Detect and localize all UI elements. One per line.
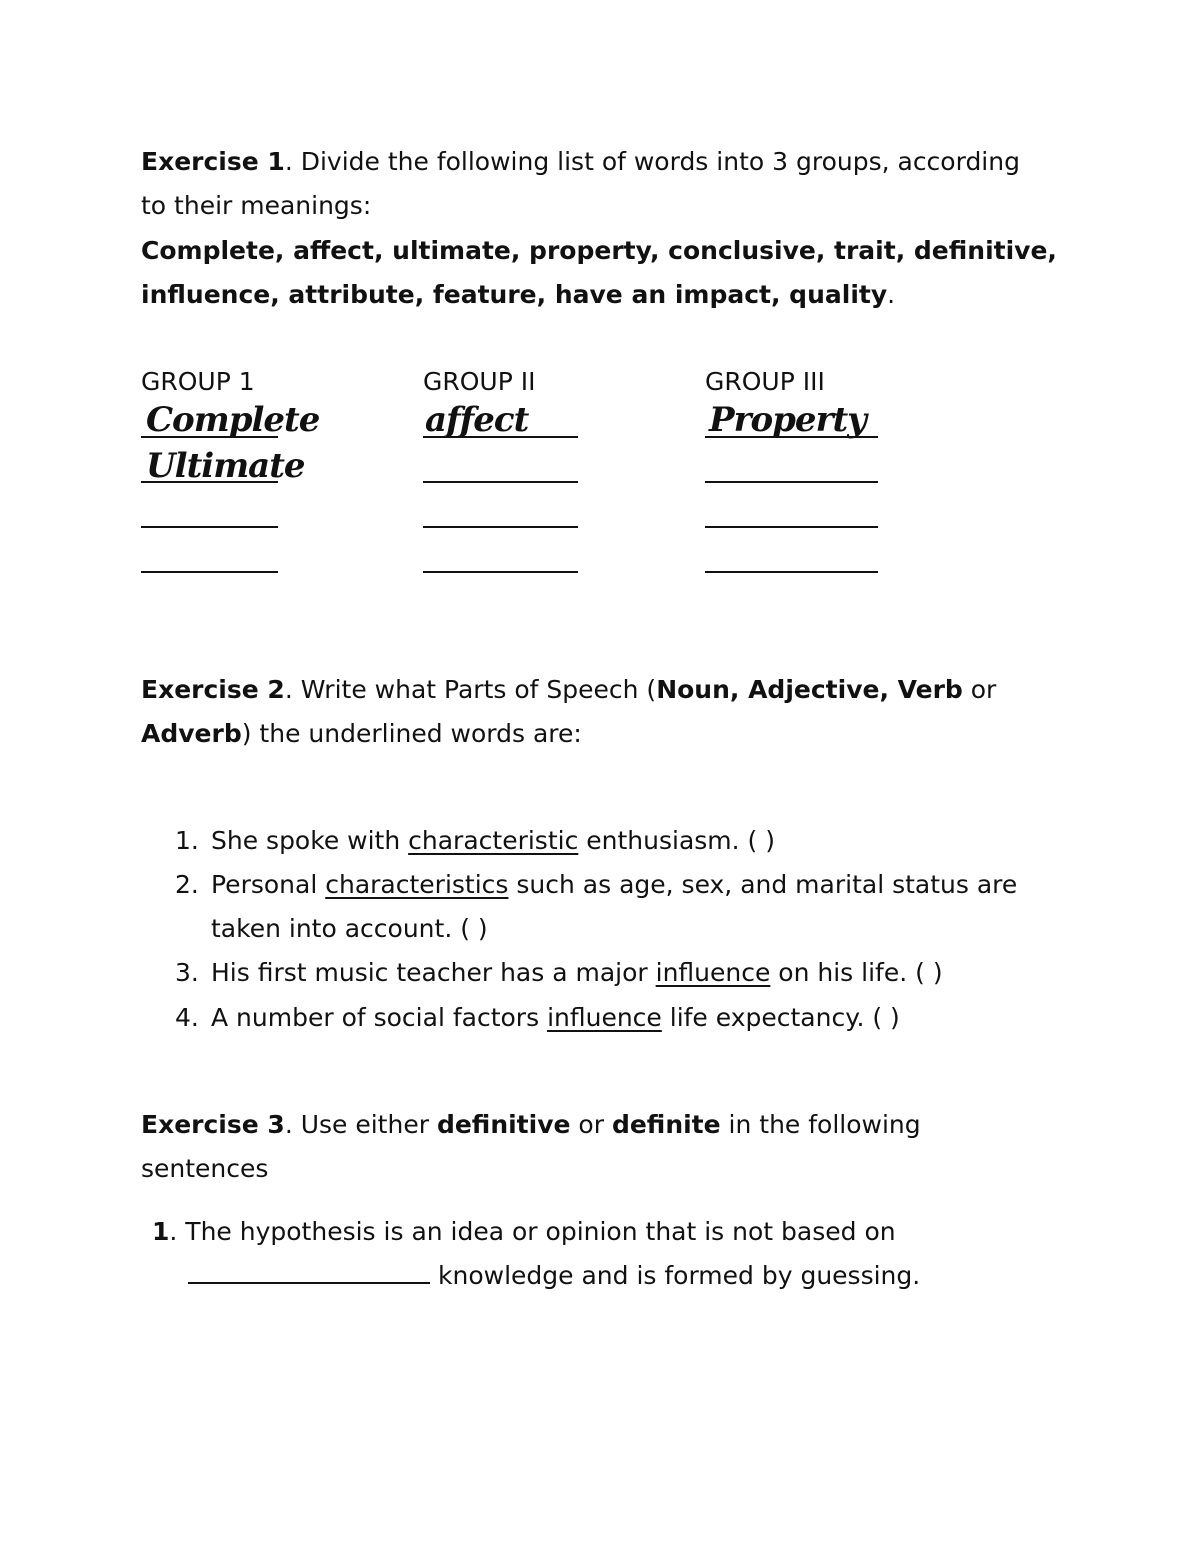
exercise3-intro-line1	[141, 1109, 921, 1141]
group-2-label: GROUP II	[423, 367, 536, 396]
group-2-blank-3[interactable]	[423, 526, 578, 528]
exercise2-item-2-before: Personal	[211, 870, 326, 899]
exercise3-item-1-number-punct: .	[169, 1217, 178, 1246]
exercise3-item-1-text-end: knowledge and is formed by guessing.	[438, 1261, 921, 1290]
group-1-blank-3[interactable]	[141, 526, 278, 528]
exercise2-item-3-before: His first music teacher has a major	[211, 958, 656, 987]
exercise2-item-4-underlined-word: influence	[547, 1003, 662, 1032]
group-1-blank-1[interactable]	[141, 436, 278, 438]
exercise2-intro-line2	[141, 718, 582, 750]
exercise3-heading: Exercise 3	[141, 1110, 285, 1139]
exercise3-item-1-line1	[152, 1216, 896, 1248]
exercise2-item-4	[211, 1002, 900, 1034]
exercise3-item-1-text: The hypothesis is an idea or opinion that is not based on	[177, 1217, 896, 1246]
exercise2-intro-c: ) the underlined words are:	[241, 719, 582, 748]
exercise1-instruction-line2: to their meanings:	[141, 191, 372, 220]
exercise2-item-1-before: She spoke with	[211, 826, 409, 855]
exercise2-item-4-after: life expectancy. ( )	[661, 1003, 900, 1032]
exercise2-item-3-underlined-word: influence	[655, 958, 771, 987]
exercise2-item-1-number: 1.	[175, 826, 199, 855]
exercise2-pos-terms: Noun, Adjective, Verb	[656, 675, 963, 704]
exercise2-item-2-number: 2.	[175, 870, 199, 899]
exercise2-item-2	[211, 869, 1017, 901]
group-1-answer-1: Complete	[146, 400, 320, 440]
group-2-blank-4[interactable]	[423, 571, 578, 573]
exercise3-intro-a: . Use either	[284, 1110, 437, 1139]
exercise2-heading: Exercise 2	[141, 675, 285, 704]
exercise3-intro-c: in the following	[720, 1110, 921, 1139]
exercise1-word-list-end: .	[887, 280, 896, 309]
group-3-blank-1[interactable]	[705, 436, 878, 438]
exercise2-intro-a: . Write what Parts of Speech (	[284, 675, 657, 704]
exercise1-word-list-line2	[141, 279, 895, 311]
exercise3-item-1-number: 1	[152, 1217, 170, 1246]
group-2-answer-1: affect	[425, 400, 529, 440]
group-1-blank-2[interactable]	[141, 481, 278, 483]
group-2-blank-2[interactable]	[423, 481, 578, 483]
exercise2-intro-b: or	[962, 675, 997, 704]
group-2-blank-1[interactable]	[423, 436, 578, 438]
exercise3-item-1-answer-blank[interactable]	[188, 1260, 430, 1284]
exercise2-intro-line1	[141, 674, 996, 706]
group-3-blank-3[interactable]	[705, 526, 878, 528]
exercise2-item-4-number: 4.	[175, 1003, 199, 1032]
exercise2-item-4-before: A number of social factors	[211, 1003, 548, 1032]
exercise2-item-1-underlined-word: characteristic	[408, 826, 579, 855]
exercise3-term-definitive: definitive	[436, 1110, 571, 1139]
group-3-blank-4[interactable]	[705, 571, 878, 573]
exercise2-item-3-number: 3.	[175, 958, 199, 987]
group-1-blank-4[interactable]	[141, 571, 278, 573]
exercise2-item-3	[211, 957, 943, 989]
exercise2-item-1-after: enthusiasm. ( )	[578, 826, 776, 855]
exercise3-item-1-line2	[188, 1260, 920, 1292]
group-3-label: GROUP III	[705, 367, 825, 396]
exercise2-item-3-after: on his life. ( )	[770, 958, 943, 987]
exercise1-heading: Exercise 1	[141, 147, 285, 176]
exercise1-instruction-line1	[141, 146, 1020, 178]
exercise2-pos-adverb: Adverb	[141, 719, 242, 748]
exercise1-word-list-line1: Complete, affect, ultimate, property, conclusive, trait, definitive,	[141, 236, 1057, 265]
exercise3-intro-b: or	[570, 1110, 612, 1139]
exercise3-intro-line2: sentences	[141, 1154, 269, 1183]
exercise3-term-definite: definite	[611, 1110, 721, 1139]
exercise2-item-2-underlined-word: characteristics	[325, 870, 509, 899]
group-3-blank-2[interactable]	[705, 481, 878, 483]
group-1-label: GROUP 1	[141, 367, 255, 396]
exercise2-item-2-continuation: taken into account. ( )	[211, 914, 488, 943]
exercise1-word-list-bold: influence, attribute, feature, have an impact, quality	[141, 280, 888, 309]
exercise2-item-2-after: such as age, sex, and marital status are	[508, 870, 1018, 899]
group-1-answer-2: Ultimate	[146, 446, 305, 486]
group-3-answer-1: Property	[709, 400, 866, 440]
exercise1-instruction-text: . Divide the following list of words into 3 groups, according	[284, 147, 1020, 176]
exercise2-item-1	[211, 825, 775, 857]
